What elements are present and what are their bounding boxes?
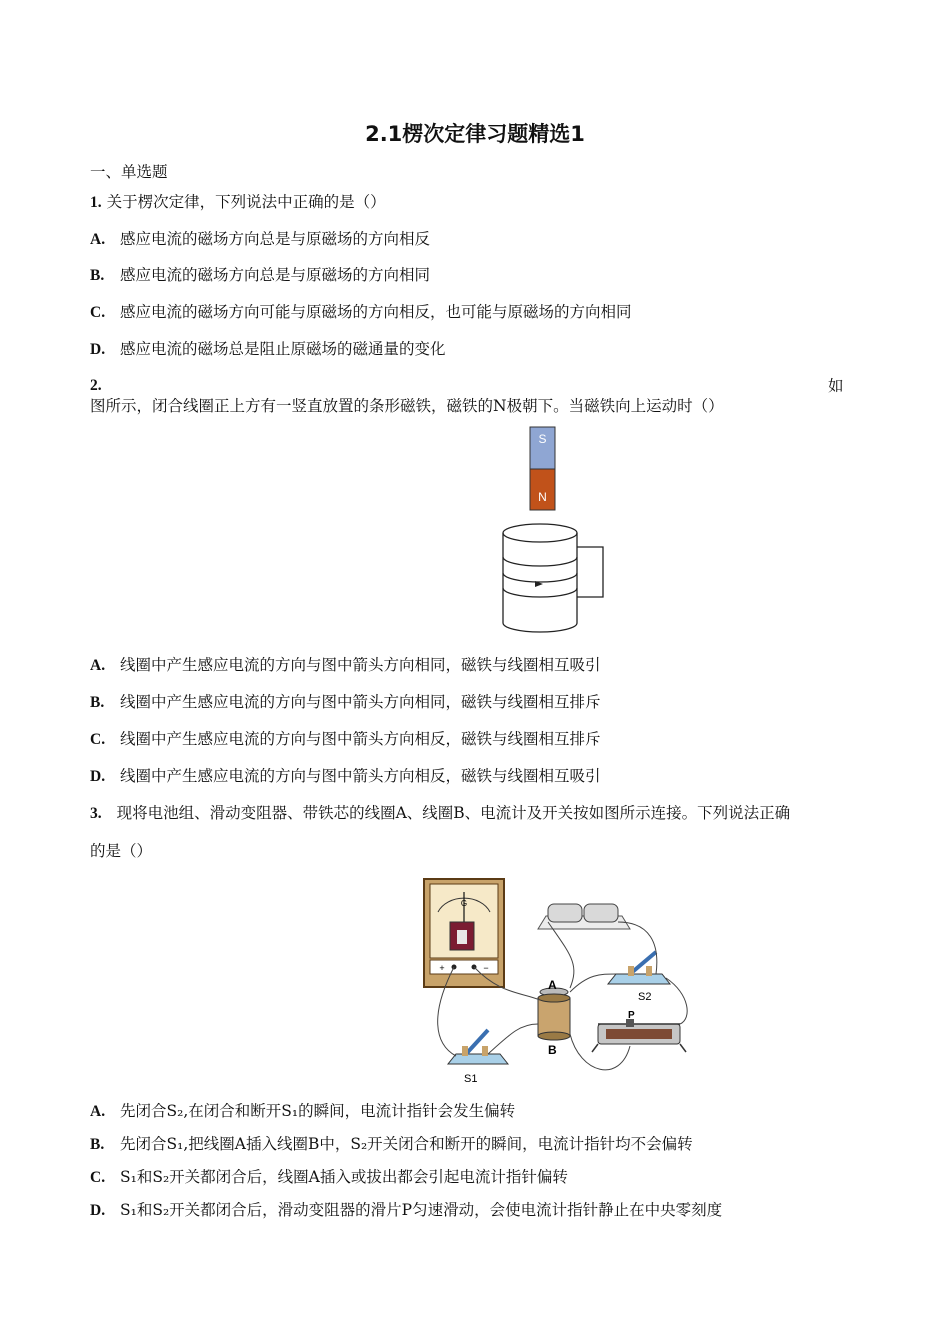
- option-text: 线圈中产生感应电流的方向与图中箭头方向相同，磁铁与线圈相互排斥: [120, 693, 601, 711]
- option-text: 线圈中产生感应电流的方向与图中箭头方向相反，磁铁与线圈相互吸引: [120, 767, 601, 785]
- minus-terminal-label: −: [483, 963, 489, 973]
- question-2-number: 2.: [90, 377, 102, 394]
- q3-option-a[interactable]: [90, 1101, 515, 1122]
- q2-option-a[interactable]: [90, 655, 601, 676]
- option-key: C.: [90, 731, 106, 748]
- slider-p-label: P: [628, 1010, 635, 1021]
- option-text: 感应电流的磁场总是阻止原磁场的磁通量的变化: [120, 340, 446, 358]
- rheostat: [592, 1019, 686, 1052]
- q3-option-c[interactable]: [90, 1167, 568, 1188]
- plus-terminal-label: +: [439, 963, 445, 973]
- option-key: D.: [90, 1202, 106, 1219]
- page-title: 2.1楞次定律习题精选1: [365, 122, 585, 146]
- q3-option-d[interactable]: [90, 1200, 722, 1221]
- option-text: S₁和S₂开关都闭合后，线圈A插入或拔出都会引起电流计指针偏转: [120, 1168, 568, 1186]
- question-3-stem-line1: [90, 803, 790, 824]
- battery-pack: [538, 904, 630, 929]
- q2-option-b[interactable]: [90, 692, 601, 713]
- option-key: A.: [90, 1103, 106, 1120]
- option-text: 感应电流的磁场方向可能与原磁场的方向相反，也可能与原磁场的方向相同: [120, 303, 632, 321]
- question-1-text: 关于楞次定律，下列说法中正确的是（）: [106, 193, 386, 211]
- question-1-stem: [90, 192, 386, 213]
- q1-option-c[interactable]: [90, 302, 632, 323]
- option-key: A.: [90, 231, 106, 248]
- coil-a-b: [538, 988, 570, 1040]
- option-key: D.: [90, 341, 106, 358]
- q2-option-c[interactable]: [90, 729, 601, 750]
- question-2-stem: 图所示，闭合线圈正上方有一竖直放置的条形磁铁，磁铁的N极朝下。当磁铁向上运动时（）: [90, 397, 724, 415]
- option-text: 感应电流的磁场方向总是与原磁场的方向相反: [120, 230, 431, 248]
- option-key: B.: [90, 694, 105, 711]
- q3-option-b[interactable]: [90, 1134, 693, 1155]
- q2-option-d[interactable]: [90, 766, 601, 787]
- switch-s1-label: S1: [464, 1073, 478, 1085]
- q1-option-b[interactable]: [90, 265, 430, 286]
- option-text: 线圈中产生感应电流的方向与图中箭头方向相同，磁铁与线圈相互吸引: [120, 656, 601, 674]
- galvanometer-label: G: [460, 899, 468, 908]
- option-key: C.: [90, 304, 106, 321]
- coil-a-label: A: [548, 978, 557, 992]
- coil-b-label: B: [548, 1043, 557, 1057]
- coil: [503, 524, 603, 632]
- switch-s2: [608, 952, 670, 984]
- question-3-number: 3.: [90, 805, 102, 822]
- question-2-stem-start: 如: [828, 377, 844, 395]
- question-3-stem-line2: 的是（）: [90, 842, 153, 860]
- galvanometer: [424, 879, 504, 987]
- option-key: D.: [90, 768, 106, 785]
- magnet-n-label: N: [538, 490, 547, 504]
- option-key: A.: [90, 657, 106, 674]
- q1-option-d[interactable]: [90, 339, 446, 360]
- magnet-s-label: S: [538, 432, 547, 446]
- option-text: S₁和S₂开关都闭合后，滑动变阻器的滑片P匀速滑动，会使电流计指针静止在中央零刻度: [120, 1201, 723, 1219]
- option-key: B.: [90, 267, 105, 284]
- option-text: 先闭合S₁,把线圈A插入线圈B中，S₂开关闭合和断开的瞬间，电流计指针均不会偏转: [120, 1135, 693, 1153]
- option-key: C.: [90, 1169, 106, 1186]
- question-1-number: 1.: [90, 194, 102, 211]
- question-3-text: 现将电池组、滑动变阻器、带铁芯的线圈A、线圈B、电流计及开关按如图所示连接。下列说法正确: [116, 804, 791, 822]
- switch-s1: [448, 1030, 508, 1064]
- section-heading: 一、单选题: [90, 163, 168, 181]
- option-text: 线圈中产生感应电流的方向与图中箭头方向相反，磁铁与线圈相互排斥: [120, 730, 601, 748]
- magnet-coil-figure: [495, 425, 615, 635]
- option-text: 感应电流的磁场方向总是与原磁场的方向相同: [120, 266, 431, 284]
- q1-option-a[interactable]: [90, 229, 430, 250]
- switch-s2-label: S2: [638, 991, 652, 1003]
- option-text: 先闭合S₂,在闭合和断开S₁的瞬间，电流计指针会发生偏转: [120, 1102, 516, 1120]
- option-key: B.: [90, 1136, 105, 1153]
- circuit-figure: [420, 874, 700, 1088]
